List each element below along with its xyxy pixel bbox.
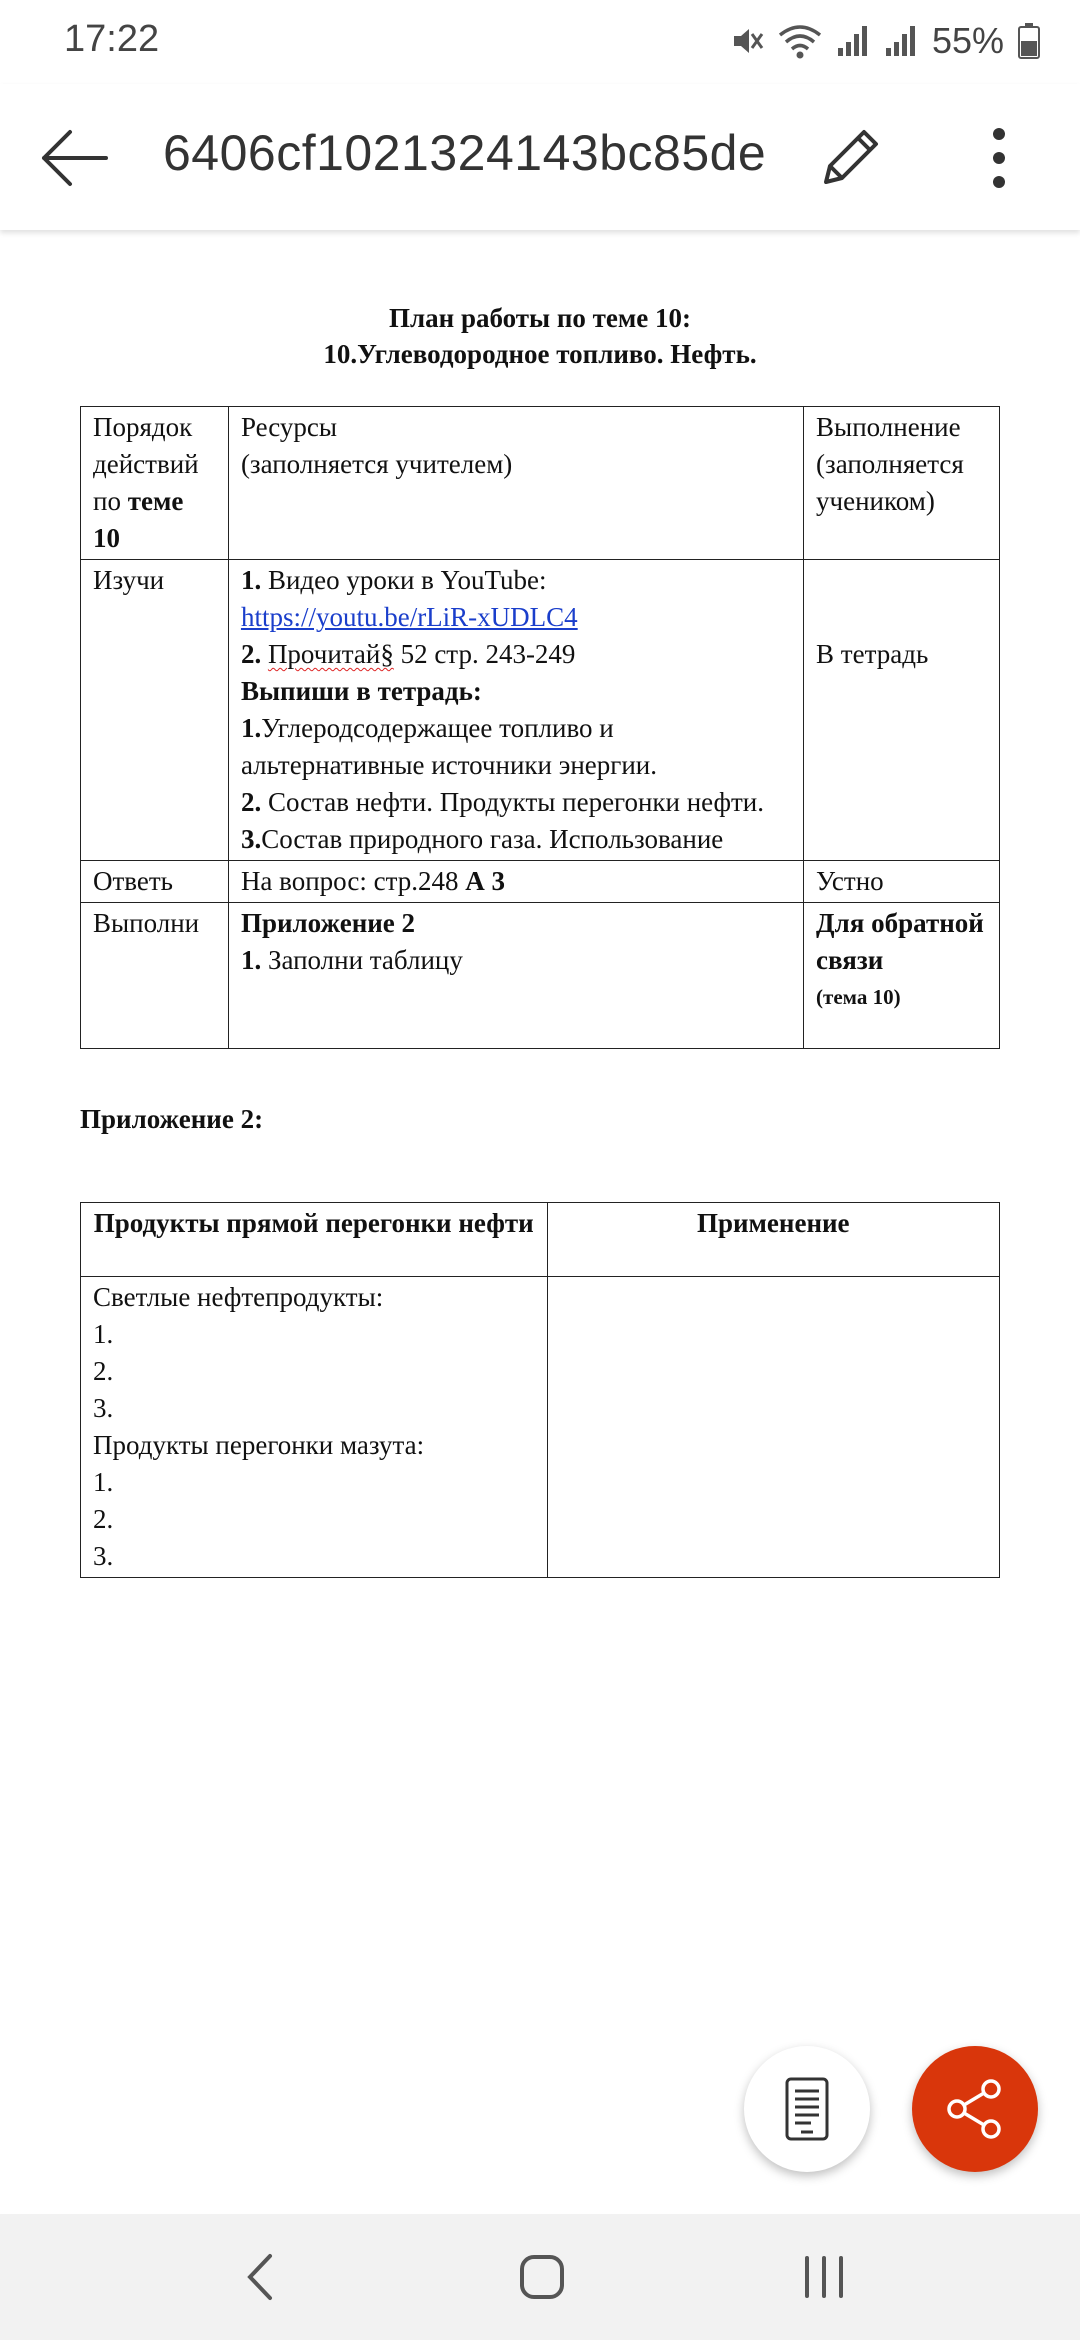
mazut-item: 2. [93,1504,114,1534]
video-num: 1. [240,565,262,595]
mute-icon [730,24,764,58]
products-header-row [81,1203,1000,1277]
write-item-2-num: 2. [240,787,262,817]
fill-table-text: Заполни таблицу [261,945,463,975]
more-options-button[interactable] [974,120,1024,196]
light-item: 3. [93,1393,114,1423]
header-resources [228,407,803,560]
resources-answer [228,861,803,903]
write-label [241,673,791,710]
header-usage: Применение [547,1203,999,1277]
appendix-ref-text: Приложение 2 [240,908,416,938]
write-item-3-num: 3. [240,824,262,854]
navigation-bar [0,2214,1080,2340]
nav-recents-button[interactable] [784,2244,864,2310]
answer-text: На вопрос: стр.248 [240,866,466,896]
video-text: Видео уроки в YouTube: [261,565,547,595]
action-answer: Ответь [81,861,229,903]
appendix-ref [241,905,791,942]
fill-table-num: 1. [240,945,262,975]
home-icon [519,2254,565,2300]
mazut-item: 1. [93,1467,114,1497]
status-icons [730,16,1040,66]
products-table [80,1202,1000,1578]
light-item: 2. [93,1356,114,1386]
video-line [241,562,791,599]
youtube-link[interactable]: https://youtu.be/rLiR-xUDLC4 [240,602,578,632]
pencil-icon [812,120,888,196]
status-bar [0,0,1080,84]
write-item-3 [241,821,791,858]
light-products-label: Светлые нефтепродукты: [93,1282,384,1312]
header-resources-title: Ресурсы [240,412,338,442]
result-study-text: В тетрадь [816,639,929,669]
result-study [804,560,1000,861]
edit-button[interactable] [812,120,888,196]
reading-mode-button[interactable] [744,2046,870,2172]
fill-table-line [241,942,791,979]
youtube-link-line [241,599,791,636]
header-actions [81,407,229,560]
reading-mode-icon [781,2077,833,2141]
action-complete: Выполни [81,903,229,1049]
signal-icon [884,24,918,58]
back-button[interactable] [36,118,116,198]
products-cell [81,1277,548,1578]
plan-title-line-2: 10.Углеводородное топливо. Нефть. [323,339,757,369]
battery-percent: 55% [931,20,1004,61]
signal-icon [836,24,870,58]
back-chevron-icon [240,2252,280,2302]
write-item-3-text: Состав природного газа. Использование [261,824,724,854]
share-icon [943,2077,1007,2141]
document-title: 6406cf1021324143bc85de [163,125,767,181]
action-study: Изучи [81,560,229,861]
header-products: Продукты прямой перегонки нефти [81,1203,548,1277]
products-body-row [81,1277,1000,1578]
result-complete [804,903,1000,1049]
resources-complete [228,903,803,1049]
answer-bold: А 3 [465,866,505,896]
share-button[interactable] [912,2046,1038,2172]
read-line [241,636,791,673]
usage-cell[interactable] [547,1277,999,1578]
back-arrow-icon [36,118,116,198]
write-item-1-text: Углеродсодержащее топливо и альтернативные источники энергии. [240,713,657,780]
read-pages: 52 стр. 243-249 [393,639,576,669]
write-item-2-text: Состав нефти. Продукты перегонки нефти. [261,787,764,817]
plan-table [80,406,1000,1049]
write-item-1-num: 1. [240,713,262,743]
plan-title-line-1: План работы по теме 10: [388,303,692,333]
plan-title [0,300,1080,372]
status-time: 17:22 [64,18,160,60]
header-result: Выполнение (заполняется учеником) [804,407,1000,560]
battery-icon [1018,23,1040,59]
header-actions-bold: теме 10 [93,486,184,553]
nav-home-button[interactable] [502,2244,582,2310]
header-actions-text: Порядок действий по [93,412,199,516]
write-item-2 [241,784,791,821]
result-answer: Устно [804,861,1000,903]
write-item-1 [241,710,791,784]
app-bar [0,84,1080,230]
recents-icon [801,2254,847,2300]
write-label-text: Выпиши в тетрадь: [240,676,482,706]
mazut-item: 3. [93,1541,114,1571]
more-vertical-icon [974,120,1024,196]
plan-row-complete [81,903,1000,1049]
appendix-heading: Приложение 2: [80,1104,264,1134]
plan-row-answer [81,861,1000,903]
light-item: 1. [93,1319,114,1349]
mazut-products-label: Продукты перегонки мазута: [93,1430,425,1460]
read-num: 2. [240,639,262,669]
feedback-topic: (тема 10) [816,985,901,1009]
plan-header-row [81,407,1000,560]
read-word: Прочитай§ [267,639,394,669]
wifi-icon [778,23,822,59]
nav-back-button[interactable] [220,2244,300,2310]
feedback-label: Для обратной связи [816,908,984,975]
header-resources-note: (заполняется учителем) [240,449,513,479]
resources-study [228,560,803,861]
plan-row-study [81,560,1000,861]
